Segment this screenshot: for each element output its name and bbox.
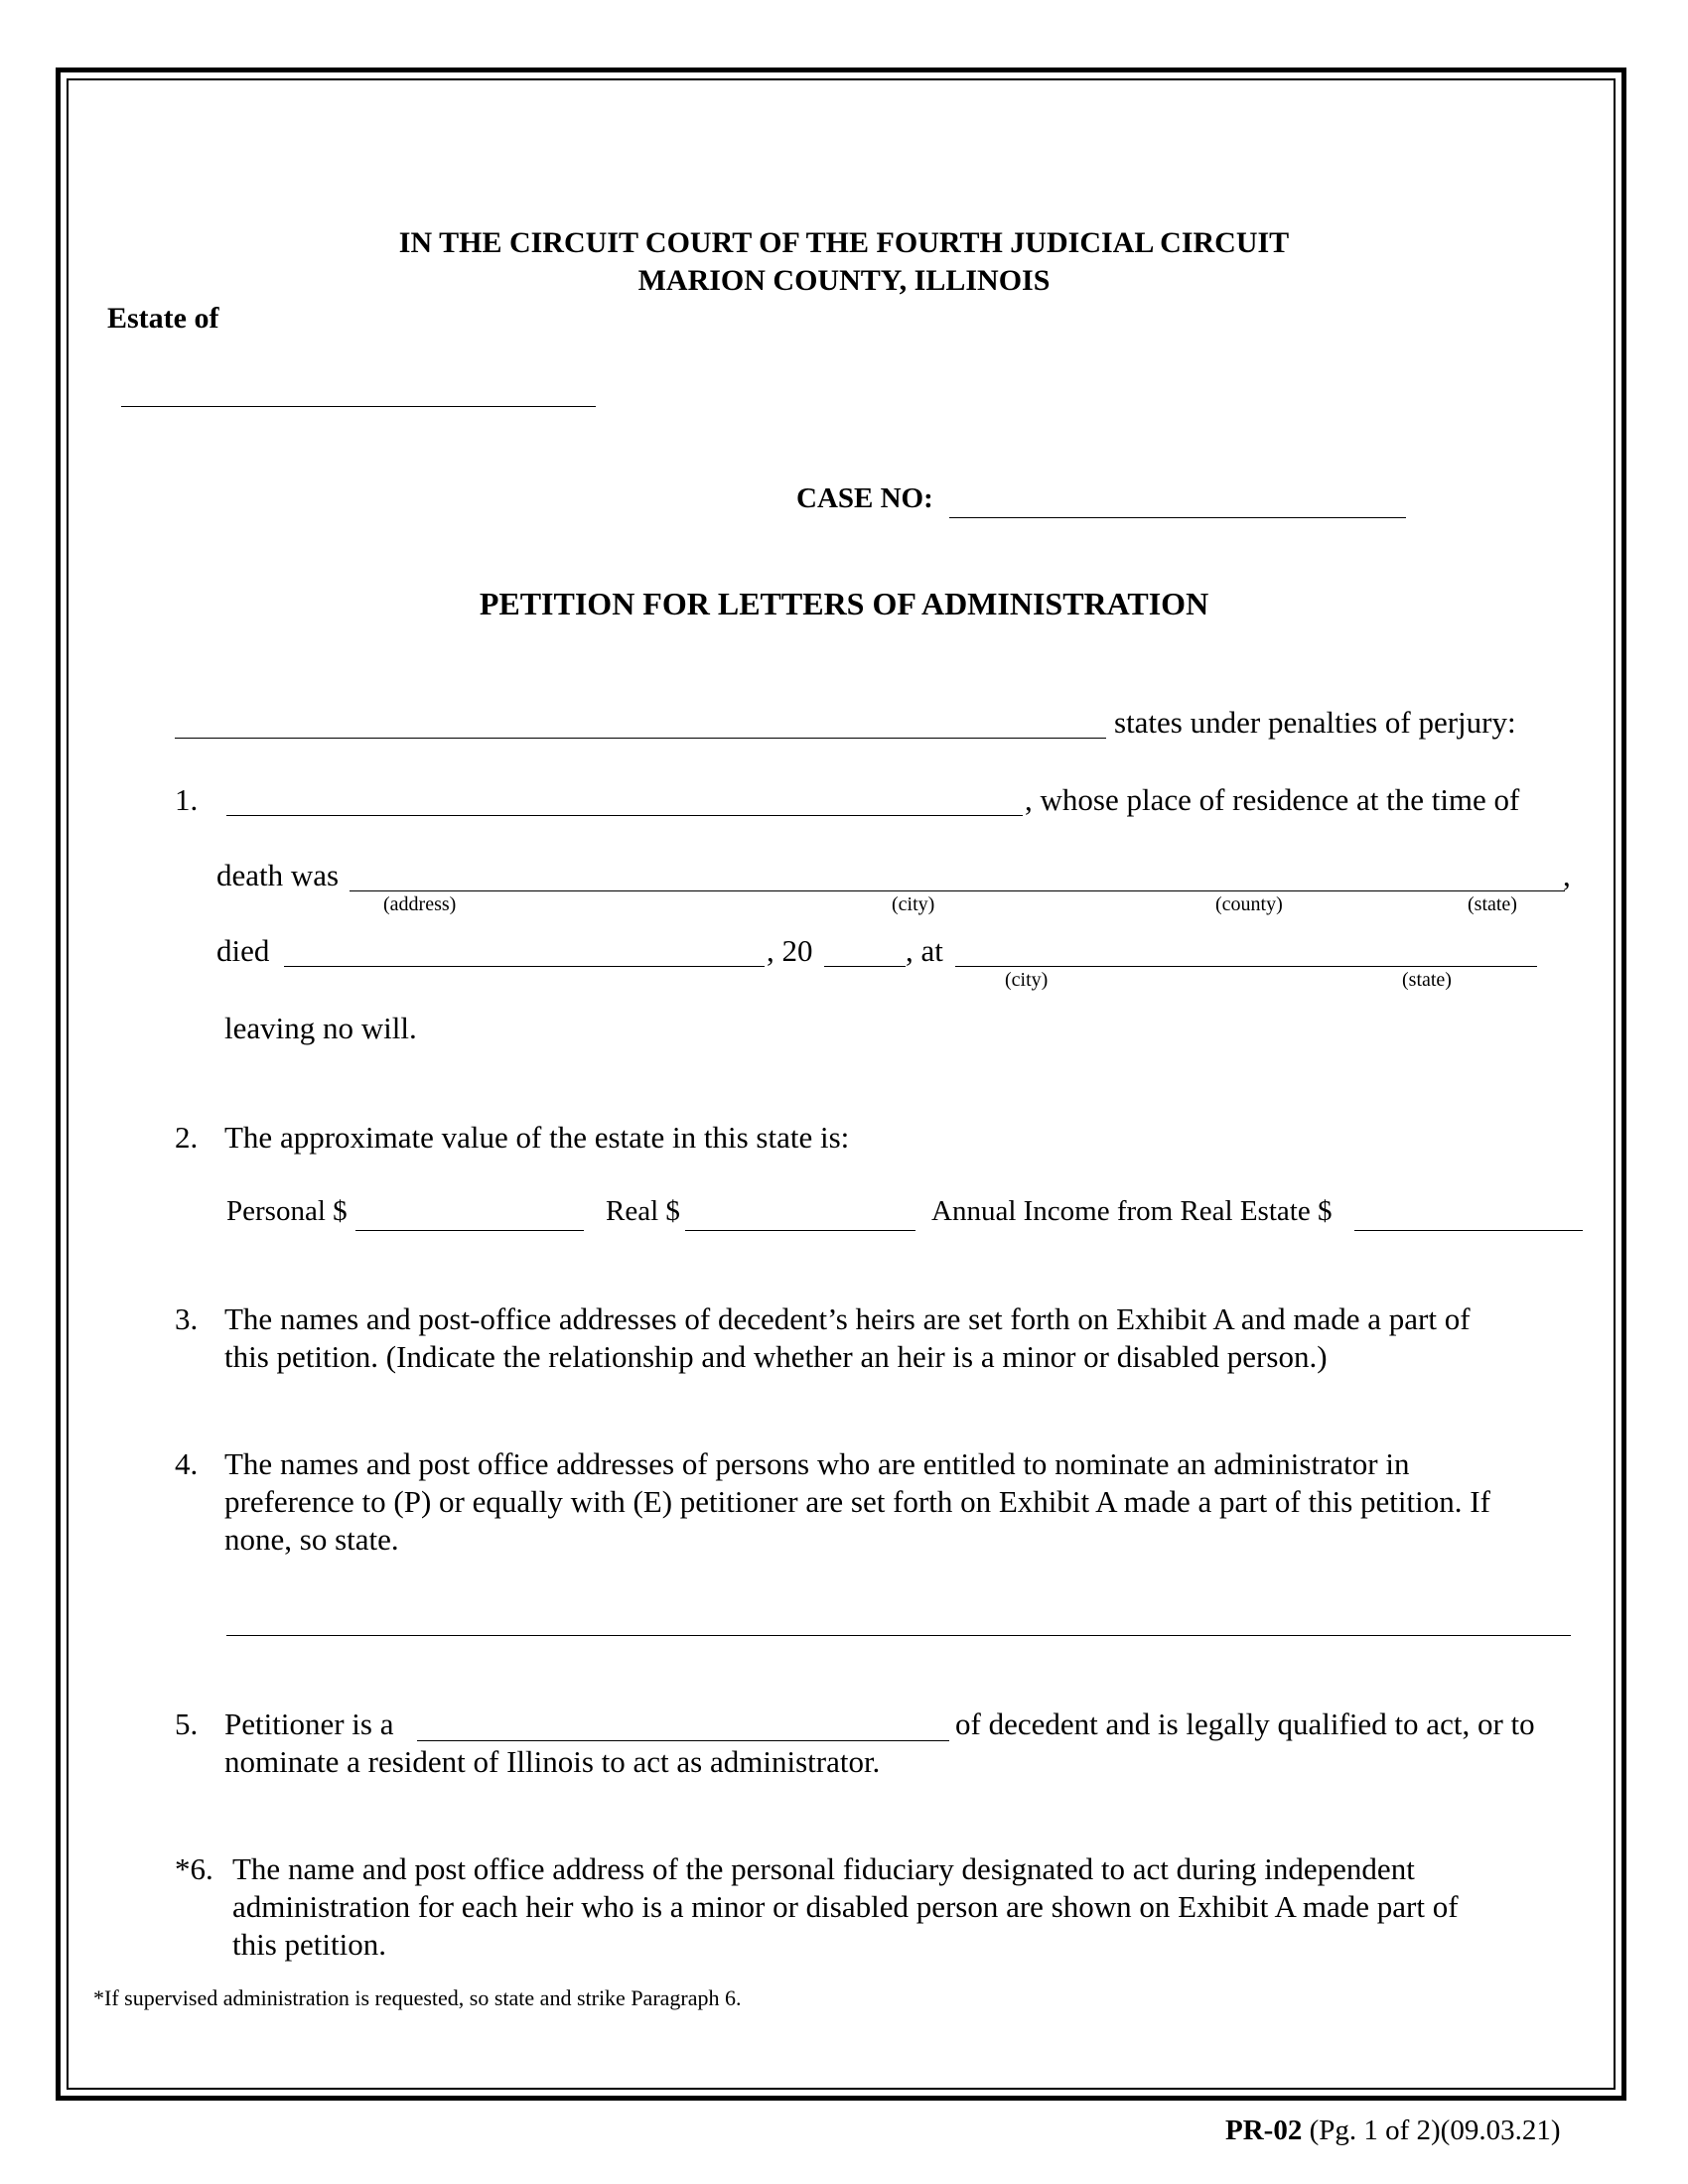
case-no-label: CASE NO: xyxy=(796,482,933,514)
item-2-number: 2. xyxy=(175,1120,199,1155)
item-5-suffix: of decedent and is legally qualified to act, or to xyxy=(955,1706,1535,1741)
item-1-residence-text: , whose place of residence at the time of xyxy=(1025,782,1520,817)
personal-label: Personal $ xyxy=(226,1195,348,1227)
death-date-field[interactable] xyxy=(284,931,765,967)
item-3-line-2: this petition. (Indicate the relationship and whether an heir is a minor or disabled person.) xyxy=(224,1339,1328,1374)
estate-name-field[interactable] xyxy=(121,371,596,407)
annual-income-label: Annual Income from Real Estate $ xyxy=(931,1195,1333,1227)
real-value-field[interactable] xyxy=(685,1195,915,1231)
decedent-name-field[interactable] xyxy=(226,780,1023,816)
item-4-number: 4. xyxy=(175,1446,199,1481)
page-title: PETITION FOR LETTERS OF ADMINISTRATION xyxy=(479,586,1209,621)
personal-value-field[interactable] xyxy=(355,1195,584,1231)
item-1-number: 1. xyxy=(175,782,199,817)
item-3-number: 3. xyxy=(175,1301,199,1336)
state-caption: (state) xyxy=(1468,893,1517,915)
real-label: Real $ xyxy=(606,1195,680,1227)
item-4-line-1: The names and post office addresses of persons who are entitled to nominate an administrator in xyxy=(224,1446,1410,1481)
residence-address-field[interactable] xyxy=(350,856,1565,891)
item-6-line-2: administration for each heir who is a minor or disabled person are shown on Exhibit A made part of xyxy=(232,1889,1459,1924)
died-label: died xyxy=(216,933,270,968)
case-no-field[interactable] xyxy=(949,482,1406,518)
item-5-number: 5. xyxy=(175,1706,199,1741)
form-footer xyxy=(1225,2115,1561,2147)
death-year-field[interactable] xyxy=(824,931,906,967)
intro-perjury-text: states under penalties of perjury: xyxy=(1114,705,1516,740)
item-5-prefix: Petitioner is a xyxy=(224,1706,394,1741)
petitioner-name-field[interactable] xyxy=(175,703,1106,739)
twenty-label: , 20 xyxy=(767,933,813,968)
at-label: , at xyxy=(906,933,943,968)
item-6-number: *6. xyxy=(175,1851,213,1886)
leaving-no-will-text: leaving no will. xyxy=(224,1011,417,1045)
footnote-text: *If supervised administration is requested, so state and strike Paragraph 6. xyxy=(93,1985,742,2010)
item-2-text: The approximate value of the estate in this state is: xyxy=(224,1120,850,1155)
page-info: (Pg. 1 of 2)(09.03.21) xyxy=(1309,2115,1561,2146)
form-id: PR-02 xyxy=(1225,2115,1303,2146)
residence-comma: , xyxy=(1563,858,1571,892)
address-caption: (address) xyxy=(383,893,457,915)
estate-of-label: Estate of xyxy=(107,302,219,335)
city-caption: (city) xyxy=(892,893,935,915)
item-3-line-1: The names and post-office addresses of decedent’s heirs are set forth on Exhibit A and made a part of xyxy=(224,1301,1471,1336)
item-5-line-2: nominate a resident of Illinois to act as administrator. xyxy=(224,1744,881,1779)
death-city-caption: (city) xyxy=(1005,969,1049,991)
relationship-field[interactable] xyxy=(417,1706,949,1741)
death-was-label: death was xyxy=(216,858,340,892)
annual-income-field[interactable] xyxy=(1354,1195,1583,1231)
item-4-line-2: preference to (P) or equally with (E) petitioner are set forth on Exhibit A made a part of this petition. If xyxy=(224,1484,1490,1519)
item-4-line-3: none, so state. xyxy=(224,1522,399,1557)
item-6-line-1: The name and post office address of the personal fiduciary designated to act during independent xyxy=(232,1851,1415,1886)
death-place-field[interactable] xyxy=(955,931,1537,967)
item-6-line-3: this petition. xyxy=(232,1927,386,1962)
court-heading: IN THE CIRCUIT COURT OF THE FOURTH JUDICIAL CIRCUIT xyxy=(398,226,1290,259)
county-heading: MARION COUNTY, ILLINOIS xyxy=(637,264,1051,297)
nominator-field[interactable] xyxy=(226,1600,1571,1636)
death-state-caption: (state) xyxy=(1402,969,1452,991)
county-caption: (county) xyxy=(1215,893,1283,915)
